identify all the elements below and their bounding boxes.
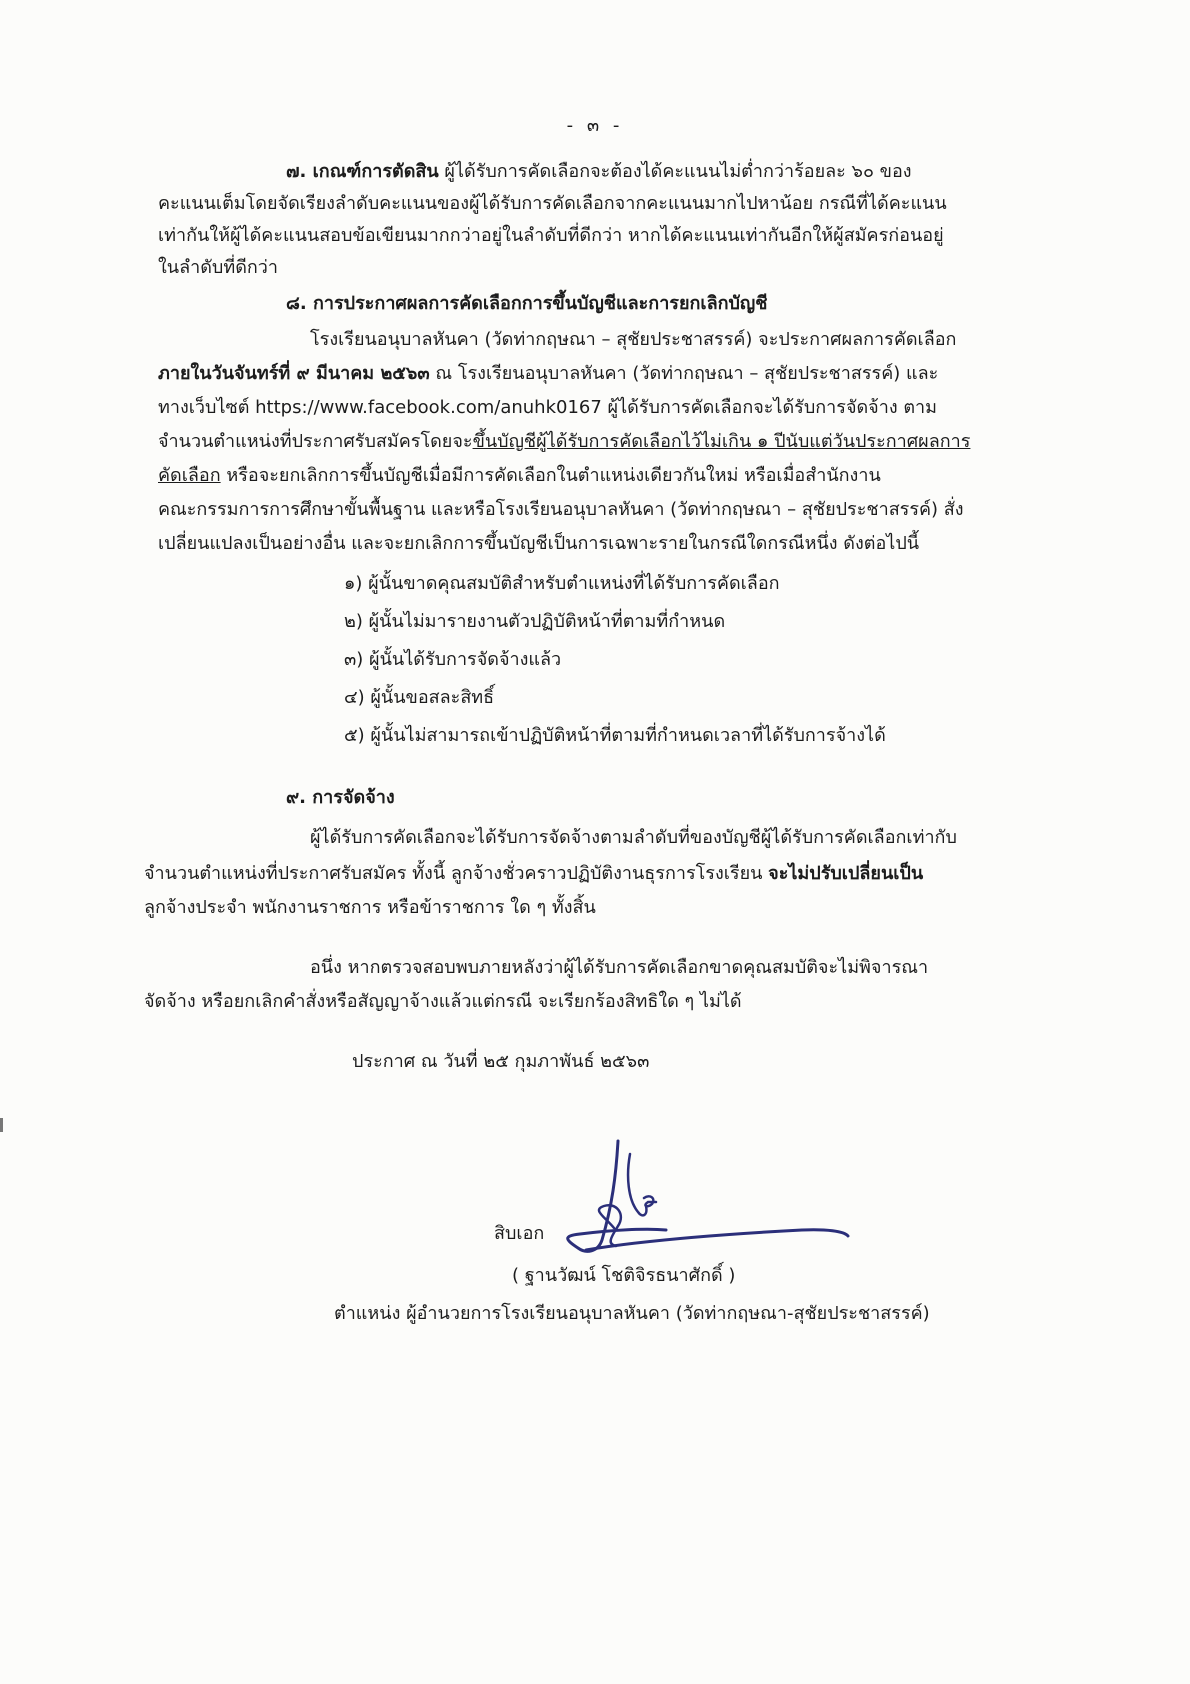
- handwritten-signature: [556, 1136, 856, 1266]
- section7-line4: ในลำดับที่ดีกว่า: [158, 257, 279, 278]
- announce-date: ประกาศ ณ วันที่ ๒๕ กุมภาพันธ์ ๒๕๖๓: [352, 1051, 650, 1072]
- section8-line2-text: ณ โรงเรียนอนุบาลหันคา (วัดท่ากฤษณา – สุชัยประชาสรรค์) และ: [429, 363, 939, 384]
- announce-deadline: ภายในวันจันทร์ที่ ๙ มีนาคม ๒๕๖๓: [158, 363, 430, 384]
- underlined-clause-end: คัดเลือก: [158, 465, 221, 486]
- section7-text: ผู้ได้รับการคัดเลือกจะต้องได้คะแนนไม่ต่ำกว่าร้อยละ ๖๐ ของ: [444, 161, 912, 182]
- no-conversion-clause: จะไม่ปรับเปลี่ยนเป็น: [768, 863, 924, 884]
- section8-line5-text: หรือจะยกเลิกการขึ้นบัญชีเมื่อมีการคัดเลือกในตำแหน่งเดียวกันใหม่ หรือเมื่อสำนักงาน: [220, 465, 881, 486]
- section8-line3: ทางเว็บไซต์ https://www.facebook.com/anuhk0167 ผู้ได้รับการคัดเลือกจะได้รับการจัดจ้าง ตาม: [158, 397, 938, 418]
- section7-line3: เท่ากันให้ผู้ได้คะแนนสอบข้อเขียนมากกว่าอยู่ในลำดับที่ดีกว่า หากได้คะแนนเท่ากันอีกให้ผู้สมัครก่อนอยู่: [158, 225, 944, 246]
- note-line2: จัดจ้าง หรือยกเลิกคำสั่งหรือสัญญาจ้างแล้วแต่กรณี จะเรียกร้องสิทธิใด ๆ ไม่ได้: [144, 991, 742, 1012]
- section8-line7: เปลี่ยนแปลงเป็นอย่างอื่น และจะยกเลิกการขึ้นบัญชีเป็นการเฉพาะรายในกรณีใดกรณีหนึ่ง ดังต่อไปนี้: [158, 533, 920, 554]
- section7-line2: คะแนนเต็มโดยจัดเรียงลำดับคะแนนของผู้ได้รับการคัดเลือกจากคะแนนมากไปหาน้อย กรณีที่ได้คะแนน: [158, 193, 947, 214]
- section8-line4-text: จำนวนตำแหน่งที่ประกาศรับสมัครโดยจะ: [158, 431, 473, 452]
- note-line1: อนึ่ง หากตรวจสอบพบภายหลังว่าผู้ได้รับการคัดเลือกขาดคุณสมบัติจะไม่พิจารณา: [310, 957, 929, 978]
- section8-line2: [158, 362, 938, 386]
- section9-line2: [144, 862, 923, 886]
- section8-line4: [158, 430, 970, 454]
- section7-line1: [286, 160, 912, 184]
- list-item: ๕) ผู้นั้นไม่สามารถเข้าปฏิบัติหน้าที่ตามที่กำหนดเวลาที่ได้รับการจ้างได้: [344, 725, 886, 746]
- section8-heading: ๘. การประกาศผลการคัดเลือกการขึ้นบัญชีและการยกเลิกบัญชี: [286, 293, 768, 314]
- section7-heading: ๗. เกณฑ์การตัดสิน: [286, 161, 439, 182]
- signer-name: ( ฐานวัฒน์ โชติจิรธนาศักดิ์ ): [512, 1265, 736, 1286]
- page-number: - ๓ -: [566, 115, 624, 136]
- list-item: ๒) ผู้นั้นไม่มารายงานตัวปฏิบัติหน้าที่ตามที่กำหนด: [344, 611, 726, 632]
- section8-line5: [158, 464, 881, 488]
- underlined-clause: ขึ้นบัญชีผู้ได้รับการคัดเลือกไว้ไม่เกิน ๑ ปีนับแต่วันประกาศผลการ: [472, 431, 971, 452]
- section9-line2-text: จำนวนตำแหน่งที่ประกาศรับสมัคร ทั้งนี้ ลูกจ้างชั่วคราวปฏิบัติงานธุรการโรงเรียน: [144, 863, 769, 884]
- list-item: ๑) ผู้นั้นขาดคุณสมบัติสำหรับตำแหน่งที่ได้รับการคัดเลือก: [344, 573, 780, 594]
- section9-heading: ๙. การจัดจ้าง: [286, 787, 395, 808]
- signer-rank: สิบเอก: [494, 1223, 545, 1244]
- section8-line6: คณะกรรมการการศึกษาขั้นพื้นฐาน และหรือโรงเรียนอนุบาลหันคา (วัดท่ากฤษณา – สุชัยประชาสรรค์) สั่ง: [158, 499, 964, 520]
- section9-line1: ผู้ได้รับการคัดเลือกจะได้รับการจัดจ้างตามลำดับที่ของบัญชีผู้ได้รับการคัดเลือกเท่ากับ: [310, 827, 957, 848]
- section9-line3: ลูกจ้างประจำ พนักงานราชการ หรือข้าราชการ ใด ๆ ทั้งสิ้น: [144, 897, 596, 918]
- list-item: ๔) ผู้นั้นขอสละสิทธิ์: [344, 687, 495, 708]
- section8-line1: โรงเรียนอนุบาลหันคา (วัดท่ากฤษณา – สุชัยประชาสรรค์) จะประกาศผลการคัดเลือก: [310, 329, 957, 350]
- list-item: ๓) ผู้นั้นได้รับการจัดจ้างแล้ว: [344, 649, 562, 670]
- scan-edge-mark: [0, 1118, 3, 1132]
- signer-position: ตำแหน่ง ผู้อำนวยการโรงเรียนอนุบาลหันคา (วัดท่ากฤษณา-สุชัยประชาสรรค์): [334, 1303, 930, 1324]
